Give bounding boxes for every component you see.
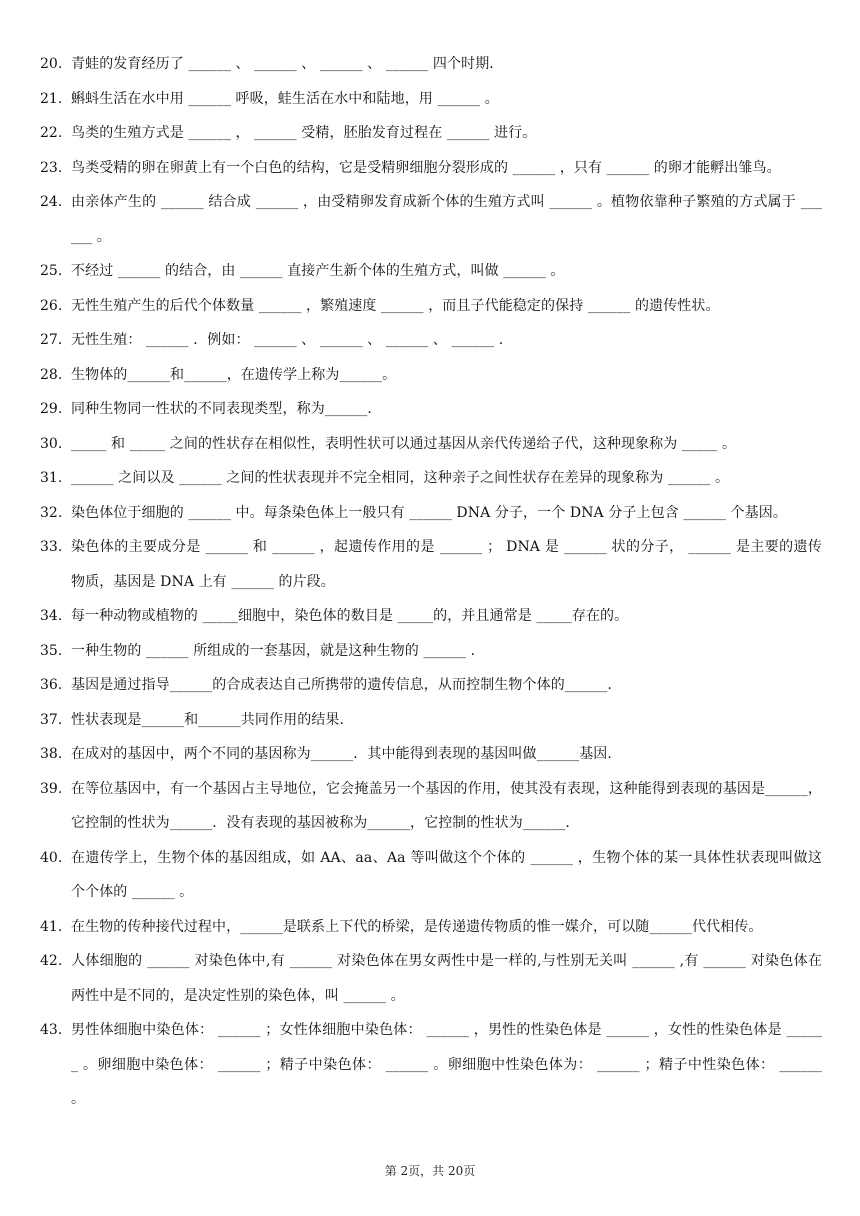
question-number: 26. [40,297,63,314]
question-text: 在生物的传种接代过程中，______是联系上下代的桥梁，是传递遗传物质的惟一媒介，可以随______代代相传。 [71,918,763,935]
question-number: 24. [40,194,63,210]
question-item [40,599,822,634]
question-item [40,82,822,117]
page-number-label: 第 2页，共 20页 [384,1164,476,1178]
question-number: 29. [40,401,63,417]
question-number: 31. [40,470,63,486]
question-item [40,427,822,462]
question-text: 青蛙的发育经历了 ______ 、 ______ 、 ______ 、 ______ 四个时期. [71,56,494,72]
page-footer [0,1162,860,1179]
question-text: 蝌蚪生活在水中用 ______ 呼吸，蛙生活在水中和陆地，用 ______ 。 [71,90,499,107]
question-item [40,1013,822,1117]
question-text: 由亲体产生的 ______ 结合成 ______ ，由受精卵发育成新个体的生殖方式叫 ______ 。植物依靠种子繁殖的方式属于 ______ 。 [71,194,822,245]
question-text: 一种生物的 ______ 所组成的一套基因，就是这种生物的 ______ . [71,642,476,659]
question-text: 男性体细胞中染色体： ______ ；女性体细胞中染色体： ______ ，男性的性染色体是 ______ ，女性的性染色体是 ______ 。卵细胞中染色体： ______ ；精子中染色体： ______ 。卵细胞中性染色体为： ______ ；精子中性染色体： ______ 。 [71,1022,822,1107]
question-item [40,841,822,910]
question-number: 40. [40,849,63,866]
question-item [40,496,822,531]
question-item [40,668,822,703]
question-item [40,185,822,254]
question-item [40,47,822,82]
question-item [40,910,822,945]
question-number: 37. [40,711,63,728]
question-number: 28. [40,366,63,383]
question-text: 生物体的______和______，在遗传学上称为______。 [71,366,397,383]
question-number: 21. [40,90,63,107]
question-item [40,289,822,324]
question-text: 性状表现是______和______共同作用的结果. [71,711,345,728]
question-number: 35. [40,642,63,659]
question-text: 在等位基因中，有一个基因占主导地位，它会掩盖另一个基因的作用，使其没有表现，这种能得到表现的基因是______，它控制的性状为______．没有表现的基因被称为______，它控制的性状为______. [71,780,822,831]
question-number: 38. [40,746,63,762]
question-text: 人体细胞的 ______ 对染色体中,有 ______ 对染色体在男女两性中是一样的,与性别无关叫 ______ ,有 ______ 对染色体在两性中是不同的，是决定性别的染色体，叫 ______ 。 [71,953,822,1004]
question-text: 同种生物同一性状的不同表现类型，称为______. [71,401,372,417]
question-item [40,530,822,599]
question-number: 41. [40,918,63,935]
question-text: 无性生殖： ______ ．例如： ______ 、 ______ 、 ______ 、 ______ . [71,332,504,348]
question-text: 鸟类的生殖方式是 ______ ， ______ 受精，胚胎发育过程在 ______ 进行。 [71,125,537,141]
question-number: 36. [40,677,63,693]
question-list [40,47,822,1117]
question-text: 无性生殖产生的后代个体数量 ______ ，繁殖速度 ______ ，而且子代能稳定的保持 ______ 的遗传性状。 [71,297,720,314]
question-text: 鸟类受精的卵在卵黄上有一个白色的结构，它是受精卵细胞分裂形成的 ______ ，只有 ______ 的卵才能孵出雏鸟。 [71,159,781,176]
question-item [40,323,822,358]
question-text: 不经过 ______ 的结合，由 ______ 直接产生新个体的生殖方式，叫做 ______ 。 [71,263,565,279]
question-number: 23. [40,159,63,176]
question-item [40,703,822,738]
question-text: 染色体位于细胞的 ______ 中。每条染色体上一般只有 ______ DNA 分子，一个 DNA 分子上包含 ______ 个基因。 [71,504,787,521]
question-item [40,358,822,393]
question-item [40,116,822,151]
question-text: 染色体的主要成分是 ______ 和 ______ ，起遗传作用的是 ______ ； DNA 是 ______ 状的分子， ______ 是主要的遗传物质，基因是 DNA 上有 ______ 的片段。 [71,539,822,590]
question-number: 34. [40,608,63,624]
question-number: 27. [40,332,63,348]
question-item [40,461,822,496]
question-number: 33. [40,539,63,555]
question-number: 32. [40,504,63,521]
question-number: 25. [40,263,63,279]
question-text: _____ 和 _____ 之间的性状存在相似性，表明性状可以通过基因从亲代传递给子代，这种现象称为 _____ 。 [71,435,737,452]
question-text: 每一种动物或植物的 _____细胞中，染色体的数目是 _____的，并且通常是 _____存在的。 [71,608,629,624]
question-number: 22. [40,125,63,141]
question-item [40,151,822,186]
question-text: 在成对的基因中，两个不同的基因称为______．其中能得到表现的基因叫做______基因. [71,746,612,762]
question-item [40,737,822,772]
question-number: 42. [40,953,63,969]
question-item [40,944,822,1013]
question-item [40,772,822,841]
question-number: 43. [40,1022,63,1038]
question-number: 30. [40,435,63,452]
question-text: 在遗传学上，生物个体的基因组成，如 AA、aa、Aa 等叫做这个个体的 ______ ，生物个体的某一具体性状表现叫做这个个体的 ______ 。 [71,849,822,900]
question-item [40,392,822,427]
question-text: 基因是通过指导______的合成表达自己所携带的遗传信息，从而控制生物个体的______. [71,677,612,693]
question-number: 39. [40,780,63,797]
question-item [40,634,822,669]
question-text: ______ 之间以及 ______ 之间的性状表现并不完全相同，这种亲子之间性状存在差异的现象称为 ______ 。 [71,470,730,486]
question-item [40,254,822,289]
question-number: 20. [40,56,63,72]
